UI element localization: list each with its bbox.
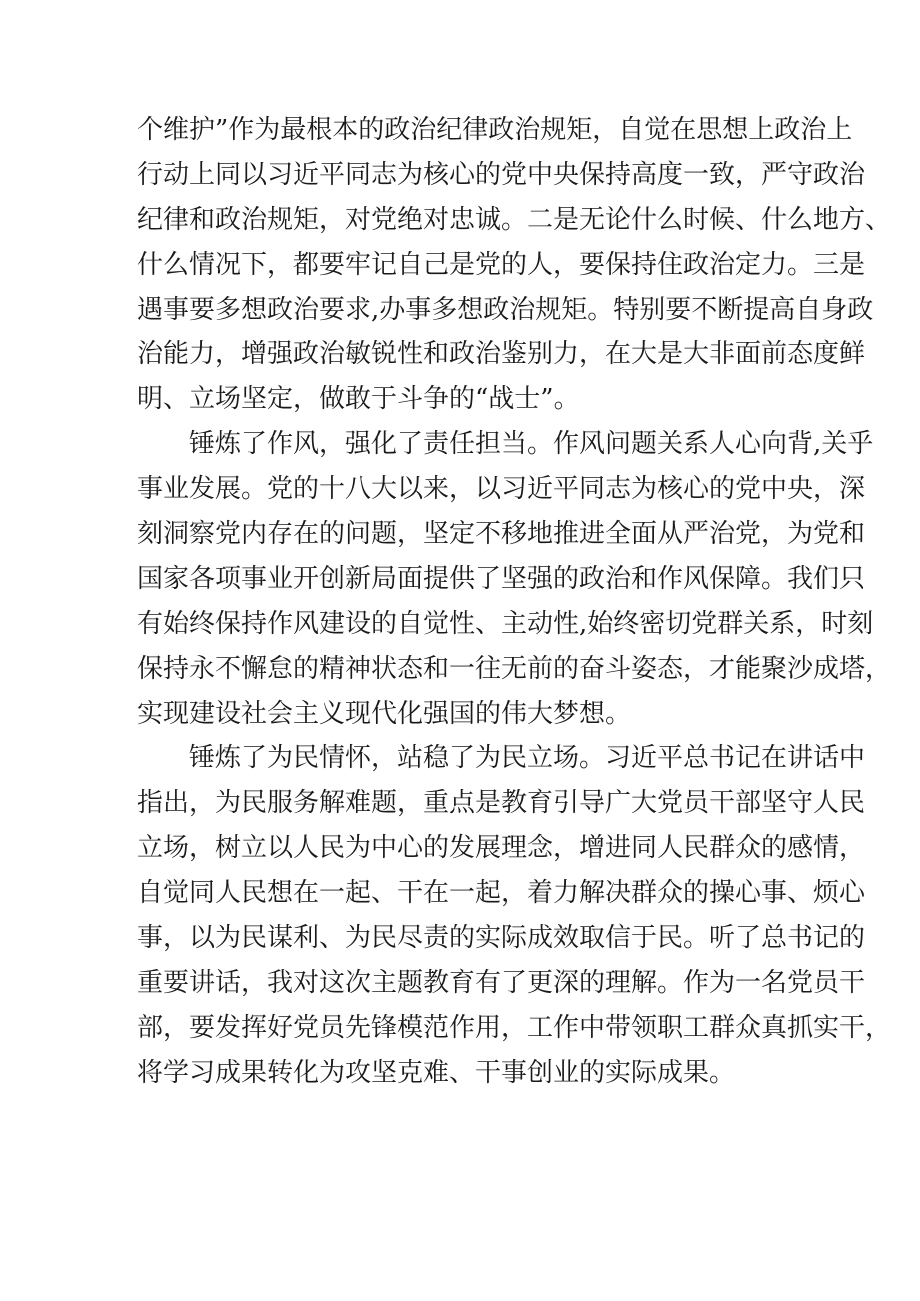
paragraph-line: 实现建设社会主义现代化强国的伟大梦想。 (137, 698, 632, 729)
paragraph-line: 刻洞察党内存在的问题，坚定不移地推进全面从严治党，为党和 (137, 519, 866, 550)
paragraph-line: 事，以为民谋利、为民尽责的实际成效取信于民。听了总书记的 (137, 923, 866, 954)
paragraph-line: 将学习成果转化为攻坚克难、干事创业的实际成果。 (137, 1057, 736, 1088)
paragraph-line: 个维护”作为最根本的政治纪律政治规矩，自觉在思想上政治上 (137, 115, 853, 145)
paragraph-line: 明、立场坚定，做敢于斗争的“战士”。 (137, 384, 580, 415)
paragraph-line: 什么情况下，都要牢记自己是党的人，要保持住政治定力。三是 (137, 249, 866, 280)
paragraph-line: 自觉同人民想在一起、干在一起，着力解决群众的操心事、烦心 (137, 878, 866, 909)
paragraph-line: 纪律和政治规矩，对党绝对忠诚。二是无论什么时候、什么地方、 (137, 204, 892, 235)
paragraph-line: 行动上同以习近平同志为核心的党中央保持高度一致，严守政治 (137, 159, 866, 190)
paragraph-line: 保持永不懈怠的精神状态和一往无前的奋斗姿态，才能聚沙成塔， (137, 653, 892, 684)
paragraph-first-line: 锤炼了作风，强化了责任担当。作风问题关系人心向背,关乎 (189, 429, 874, 460)
paragraph-line: 事业发展。党的十八大以来，以习近平同志为核心的党中央，深 (137, 474, 866, 505)
paragraph-line: 治能力，增强政治敏锐性和政治鉴别力，在大是大非面前态度鲜 (137, 339, 866, 370)
paragraph-line: 指出，为民服务解难题，重点是教育引导广大党员干部坚守人民 (137, 788, 866, 819)
paragraph-first-line: 锤炼了为民情怀，站稳了为民立场。习近平总书记在讲话中 (189, 743, 866, 774)
paragraph-line: 国家各项事业开创新局面提供了坚强的政治和作风保障。我们只 (137, 563, 866, 594)
paragraph-line: 立场，树立以人民为中心的发展理念，增进同人民群众的感情， (137, 833, 866, 864)
paragraph-line: 部，要发挥好党员先锋模范作用，工作中带领职工群众真抓实干， (137, 1012, 892, 1043)
paragraph-line: 遇事要多想政治要求,办事多想政治规矩。特别要不断提高自身政 (137, 294, 874, 325)
paragraph-line: 重要讲话，我对这次主题教育有了更深的理解。作为一名党员干 (137, 967, 866, 998)
paragraph-line: 有始终保持作风建设的自觉性、主动性,始终密切党群关系，时刻 (137, 608, 874, 639)
document-body (137, 108, 892, 1096)
